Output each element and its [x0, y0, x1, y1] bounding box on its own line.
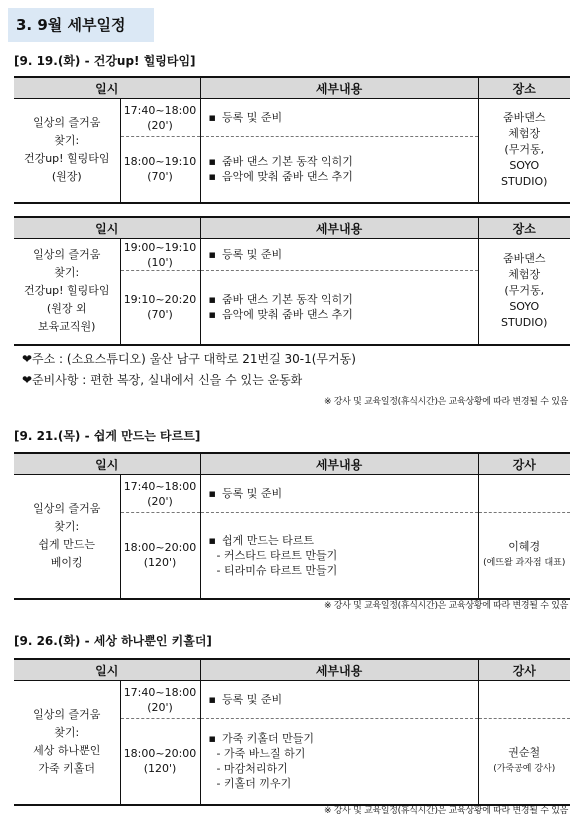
place-cell: [478, 99, 570, 203]
time-duration: (20'): [147, 494, 173, 508]
time-duration: (10'): [147, 255, 173, 269]
schedule-table: [14, 658, 570, 806]
place-line: STUDIO): [501, 175, 548, 189]
time-range: 19:00~19:10: [123, 240, 197, 254]
time-cell: [120, 271, 200, 345]
header-row: [14, 659, 570, 681]
empty-cell: [478, 475, 570, 513]
header-datetime: 일시: [14, 453, 200, 475]
instructor-name-line: 이혜경: [508, 540, 541, 554]
empty-cell: [478, 681, 570, 719]
header-details: 세부내용: [200, 217, 478, 239]
time-cell: [120, 475, 200, 513]
detail-subitem: - 가죽 바느질 하기: [216, 747, 306, 761]
program-line: 보육교직원): [38, 320, 96, 334]
detail-item: ▪ 등록 및 준비: [209, 110, 478, 125]
schedule-row: [14, 681, 570, 719]
details-cell: [200, 137, 478, 203]
header-datetime: 일시: [14, 77, 200, 99]
place-line: (무거동,: [504, 284, 545, 298]
detail-subitem: - 티라미슈 타르트 만들기: [216, 563, 338, 577]
header-place: 강사: [478, 453, 570, 475]
program-line: 일상의 즐거움: [33, 248, 101, 262]
header-place: 장소: [478, 217, 570, 239]
program-line: (원장): [51, 170, 82, 184]
schedule-note-3: ※ 강사 및 교육일정(휴식시간)은 교육상황에 따라 변경될 수 있음: [323, 806, 568, 816]
program-cell: [14, 475, 120, 599]
program-line: 일상의 즐거움: [33, 116, 101, 130]
time-duration: (120'): [143, 762, 177, 776]
address-info: ❤주소 : (소요스튜디오) 울산 남구 대학로 21번길 30-1(무거동): [22, 352, 356, 366]
program-line: 건강up! 힐링타임: [23, 284, 110, 298]
program-line: 건강up! 힐링타임: [23, 152, 110, 166]
detail-item: ▪ 줌바 댄스 기본 동작 익히기: [209, 154, 478, 169]
session-3-heading: [9. 21.(목) - 쉽게 만드는 타르트]: [14, 429, 201, 443]
program-line: 베이킹: [50, 556, 83, 570]
detail-item: ▪ 음악에 맞춰 줌바 댄스 추기: [209, 307, 478, 322]
program-cell: [14, 99, 120, 203]
time-duration: (20'): [147, 118, 173, 132]
session-1-heading: [9. 19.(화) - 건강up! 힐링타임]: [14, 54, 196, 68]
instructor-title: (가죽공예 강사): [493, 764, 556, 775]
time-cell: [120, 719, 200, 805]
page-title: 3. 9월 세부일정: [8, 8, 154, 42]
details-cell: [200, 513, 478, 599]
header-details: 세부내용: [200, 77, 478, 99]
header-details: 세부내용: [200, 659, 478, 681]
detail-subitem: - 키홀더 끼우기: [216, 777, 292, 791]
place-line: 체험장: [508, 268, 541, 282]
header-row: [14, 217, 570, 239]
time-range: 19:10~20:20: [123, 293, 197, 307]
time-cell: [120, 137, 200, 203]
instructor-cell: [478, 513, 570, 599]
details-cell: [200, 239, 478, 271]
time-duration: (20'): [147, 700, 173, 714]
instructor-cell: [478, 719, 570, 805]
place-line: (무거동,: [504, 143, 545, 157]
program-line: 찾기:: [54, 266, 80, 280]
detail-item: ▪ 음악에 맞춰 줌바 댄스 추기: [209, 169, 478, 184]
detail-item: ▪ 쉽게 만드는 타르트: [209, 533, 478, 548]
time-range: 17:40~18:00: [123, 685, 197, 699]
schedule-note: ※ 강사 및 교육일정(휴식시간)은 교육상황에 따라 변경될 수 있음: [323, 397, 568, 407]
detail-item: ▪ 등록 및 준비: [209, 247, 478, 262]
schedule-note-2: ※ 강사 및 교육일정(휴식시간)은 교육상황에 따라 변경될 수 있음: [323, 601, 568, 611]
prep-info: ❤준비사항 : 편한 복장, 실내에서 신을 수 있는 운동화: [22, 373, 303, 387]
details-cell: [200, 271, 478, 345]
time-cell: [120, 99, 200, 137]
header-place: 장소: [478, 77, 570, 99]
program-cell: [14, 239, 120, 345]
detail-item: ▪ 등록 및 준비: [209, 486, 478, 501]
header-datetime: 일시: [14, 217, 200, 239]
program-cell: [14, 681, 120, 805]
time-duration: (120'): [143, 556, 177, 570]
schedule-table: [14, 216, 570, 346]
program-line: 가죽 키홀더: [38, 762, 96, 776]
details-cell: [200, 99, 478, 137]
schedule-table: [14, 76, 570, 204]
program-line: 세상 하나뿐인: [33, 744, 101, 758]
time-cell: [120, 239, 200, 271]
program-line: 찾기:: [54, 520, 80, 534]
header-details: 세부내용: [200, 453, 478, 475]
program-line: 일상의 즐거움: [33, 708, 101, 722]
header-row: [14, 77, 570, 99]
place-line: SOYO: [509, 300, 540, 314]
details-cell: [200, 681, 478, 719]
time-cell: [120, 513, 200, 599]
place-line: STUDIO): [501, 316, 548, 330]
time-range: 18:00~20:00: [123, 747, 197, 761]
place-line: 줌바댄스: [502, 252, 546, 266]
place-line: 줌바댄스: [502, 111, 546, 125]
detail-item: ▪ 줌바 댄스 기본 동작 익히기: [209, 292, 478, 307]
time-range: 17:40~18:00: [123, 479, 197, 493]
details-cell: [200, 719, 478, 805]
time-range: 17:40~18:00: [123, 103, 197, 117]
place-cell: [478, 239, 570, 345]
header-row: [14, 453, 570, 475]
schedule-row: [14, 239, 570, 271]
schedule-row: [14, 475, 570, 513]
detail-item: ▪ 등록 및 준비: [209, 692, 478, 707]
instructor-title: (에뜨왈 과자점 대표): [483, 558, 566, 569]
program-line: (원장 외: [46, 302, 87, 316]
session-4-heading: [9. 26.(화) - 세상 하나뿐인 키홀더]: [14, 634, 212, 648]
time-cell: [120, 681, 200, 719]
time-range: 18:00~19:10: [123, 155, 197, 169]
header-datetime: 일시: [14, 659, 200, 681]
time-duration: (70'): [147, 308, 173, 322]
detail-subitem: - 마감처리하기: [216, 762, 288, 776]
place-line: 체험장: [508, 127, 541, 141]
program-line: 찾기:: [54, 134, 80, 148]
time-range: 18:00~20:00: [123, 541, 197, 555]
program-line: 일상의 즐거움: [33, 502, 101, 516]
detail-subitem: - 커스타드 타르트 만들기: [216, 548, 338, 562]
program-line: 찾기:: [54, 726, 80, 740]
schedule-table: [14, 452, 570, 600]
program-line: 쉽게 만드는: [38, 538, 96, 552]
schedule-row: [14, 99, 570, 137]
header-place: 강사: [478, 659, 570, 681]
time-duration: (70'): [147, 170, 173, 184]
detail-item: ▪ 가죽 키홀더 만들기: [209, 731, 478, 746]
instructor-name-line: 권순철: [508, 746, 541, 760]
place-line: SOYO: [509, 159, 540, 173]
details-cell: [200, 475, 478, 513]
